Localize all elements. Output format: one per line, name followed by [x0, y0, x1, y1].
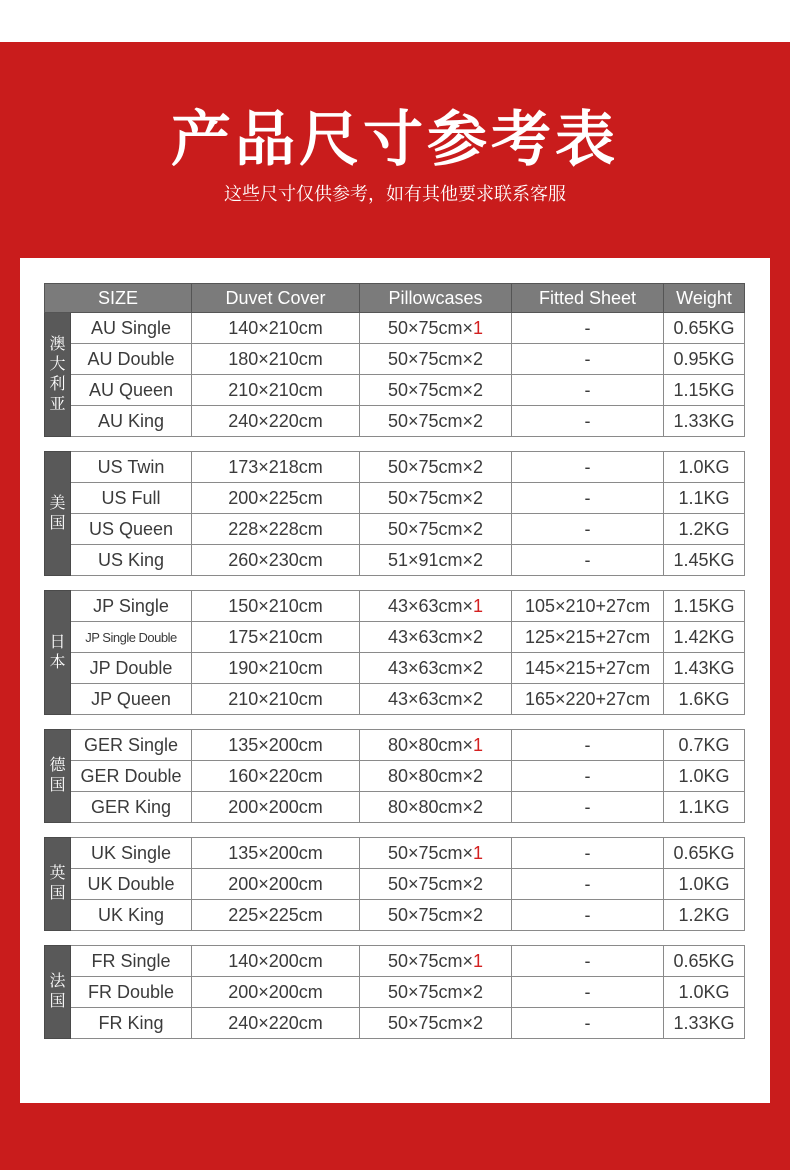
pillowcases-cell — [360, 977, 512, 1008]
fitted-sheet-cell: - — [512, 406, 664, 437]
pillowcase-quantity: 1 — [473, 595, 484, 616]
duvet-cover-cell: 135×200cm — [192, 730, 360, 761]
fitted-sheet-cell: 165×220+27cm — [512, 684, 664, 715]
group-spacer — [45, 576, 745, 591]
pillowcase-dimensions: 50×75cm× — [387, 842, 474, 863]
table-row — [45, 375, 745, 406]
duvet-cover-cell: 190×210cm — [192, 653, 360, 684]
pillowcase-quantity: 2 — [473, 487, 484, 508]
pillowcase-quantity: 2 — [473, 873, 484, 894]
pillowcase-quantity: 2 — [473, 981, 484, 1002]
size-cell: AU Queen — [71, 375, 192, 406]
duvet-cover-cell: 200×200cm — [192, 977, 360, 1008]
pillowcases-cell — [360, 1008, 512, 1039]
region-label — [45, 730, 71, 823]
region-label-text: 法国 — [49, 973, 66, 1010]
fitted-sheet-cell: 125×215+27cm — [512, 622, 664, 653]
pillowcase-dimensions: 50×75cm× — [387, 317, 474, 338]
fitted-sheet-cell: - — [512, 792, 664, 823]
duvet-cover-cell: 200×225cm — [192, 483, 360, 514]
table-body — [45, 313, 745, 1039]
pillowcase-dimensions: 43×63cm× — [387, 595, 474, 616]
pillowcases-cell — [360, 761, 512, 792]
size-cell: GER King — [71, 792, 192, 823]
weight-cell: 1.43KG — [664, 653, 745, 684]
col-header-pillowcases: Pillowcases — [360, 284, 512, 313]
pillowcases-cell — [360, 591, 512, 622]
size-cell: US King — [71, 545, 192, 576]
size-cell: JP Queen — [71, 684, 192, 715]
table-row — [45, 869, 745, 900]
group-spacer — [45, 931, 745, 946]
group-spacer-cell — [45, 931, 745, 946]
duvet-cover-cell: 260×230cm — [192, 545, 360, 576]
pillowcases-cell — [360, 344, 512, 375]
col-header-duvet-cover: Duvet Cover — [192, 284, 360, 313]
fitted-sheet-cell: 105×210+27cm — [512, 591, 664, 622]
pillowcase-dimensions: 50×75cm× — [387, 348, 474, 369]
duvet-cover-cell: 200×200cm — [192, 869, 360, 900]
weight-cell: 1.15KG — [664, 591, 745, 622]
table-row — [45, 653, 745, 684]
region-label — [45, 313, 71, 437]
fitted-sheet-cell: - — [512, 946, 664, 977]
col-header-weight: Weight — [664, 284, 745, 313]
size-cell: JP Single Double — [71, 622, 192, 653]
fitted-sheet-cell: - — [512, 545, 664, 576]
pillowcases-cell — [360, 406, 512, 437]
weight-cell: 1.0KG — [664, 761, 745, 792]
table-row — [45, 761, 745, 792]
region-label — [45, 838, 71, 931]
table-row — [45, 313, 745, 344]
weight-cell: 1.33KG — [664, 1008, 745, 1039]
pillowcase-dimensions: 50×75cm× — [387, 410, 474, 431]
pillowcases-cell — [360, 622, 512, 653]
weight-cell: 1.2KG — [664, 900, 745, 931]
size-cell: FR Single — [71, 946, 192, 977]
size-cell: GER Single — [71, 730, 192, 761]
pillowcases-cell — [360, 483, 512, 514]
pillowcase-quantity: 2 — [473, 1012, 484, 1033]
fitted-sheet-cell: - — [512, 977, 664, 1008]
weight-cell: 1.42KG — [664, 622, 745, 653]
fitted-sheet-cell: - — [512, 483, 664, 514]
pillowcase-quantity: 2 — [473, 518, 484, 539]
weight-cell: 1.6KG — [664, 684, 745, 715]
group-spacer — [45, 823, 745, 838]
size-cell: FR Double — [71, 977, 192, 1008]
pillowcase-quantity: 2 — [473, 456, 484, 477]
group-spacer — [45, 715, 745, 730]
table-row — [45, 946, 745, 977]
table-row — [45, 900, 745, 931]
weight-cell: 0.95KG — [664, 344, 745, 375]
fitted-sheet-cell: - — [512, 452, 664, 483]
page-subtitle: 这些尺寸仅供参考，如有其他要求联系客服 — [224, 184, 566, 205]
weight-cell: 0.65KG — [664, 313, 745, 344]
region-label-text: 美国 — [49, 494, 66, 532]
pillowcases-cell — [360, 792, 512, 823]
pillowcase-dimensions: 43×63cm× — [387, 626, 474, 647]
table-row — [45, 622, 745, 653]
pillowcase-dimensions: 50×75cm× — [387, 873, 474, 894]
weight-cell: 1.2KG — [664, 514, 745, 545]
weight-cell: 1.1KG — [664, 483, 745, 514]
group-spacer-cell — [45, 437, 745, 452]
group-spacer-cell — [45, 823, 745, 838]
pillowcase-dimensions: 50×75cm× — [387, 1012, 474, 1033]
pillowcases-cell — [360, 313, 512, 344]
size-cell: FR King — [71, 1008, 192, 1039]
group-spacer-cell — [45, 576, 745, 591]
pillowcase-dimensions: 43×63cm× — [387, 657, 474, 678]
table-row — [45, 545, 745, 576]
pillowcase-dimensions: 50×75cm× — [387, 518, 474, 539]
pillowcase-quantity: 1 — [473, 842, 484, 863]
table-row — [45, 406, 745, 437]
fitted-sheet-cell: - — [512, 375, 664, 406]
fitted-sheet-cell: - — [512, 313, 664, 344]
pillowcase-quantity: 2 — [473, 410, 484, 431]
pillowcase-dimensions: 50×75cm× — [387, 487, 474, 508]
fitted-sheet-cell: - — [512, 730, 664, 761]
weight-cell: 1.0KG — [664, 977, 745, 1008]
weight-cell: 1.0KG — [664, 452, 745, 483]
weight-cell: 1.15KG — [664, 375, 745, 406]
size-cell: AU Single — [71, 313, 192, 344]
duvet-cover-cell: 225×225cm — [192, 900, 360, 931]
pillowcase-dimensions: 51×91cm× — [387, 549, 474, 570]
region-label-text: 澳大利亚 — [49, 335, 66, 413]
size-cell: US Twin — [71, 452, 192, 483]
pillowcases-cell — [360, 452, 512, 483]
pillowcase-dimensions: 80×80cm× — [387, 765, 474, 786]
pillowcase-quantity: 2 — [473, 626, 484, 647]
fitted-sheet-cell: - — [512, 514, 664, 545]
region-label-text: 日本 — [49, 633, 66, 671]
size-cell: UK King — [71, 900, 192, 931]
table-row — [45, 591, 745, 622]
table-row — [45, 344, 745, 375]
duvet-cover-cell: 200×200cm — [192, 792, 360, 823]
pillowcase-quantity: 2 — [473, 688, 484, 709]
duvet-cover-cell: 240×220cm — [192, 1008, 360, 1039]
duvet-cover-cell: 210×210cm — [192, 375, 360, 406]
col-header-fitted-sheet: Fitted Sheet — [512, 284, 664, 313]
pillowcases-cell — [360, 869, 512, 900]
size-chart-table — [44, 283, 745, 1039]
pillowcase-quantity: 2 — [473, 765, 484, 786]
duvet-cover-cell: 175×210cm — [192, 622, 360, 653]
table-header — [45, 284, 745, 313]
pillowcases-cell — [360, 946, 512, 977]
pillowcase-quantity: 2 — [473, 549, 484, 570]
size-cell: UK Single — [71, 838, 192, 869]
pillowcase-dimensions: 50×75cm× — [387, 379, 474, 400]
pillowcase-dimensions: 80×80cm× — [387, 796, 474, 817]
pillowcase-dimensions: 50×75cm× — [387, 950, 474, 971]
duvet-cover-cell: 160×220cm — [192, 761, 360, 792]
weight-cell: 1.1KG — [664, 792, 745, 823]
pillowcase-quantity: 1 — [473, 317, 484, 338]
table-row — [45, 730, 745, 761]
pillowcase-quantity: 2 — [473, 348, 484, 369]
table-row — [45, 838, 745, 869]
fitted-sheet-cell: - — [512, 344, 664, 375]
weight-cell: 1.45KG — [664, 545, 745, 576]
pillowcase-dimensions: 50×75cm× — [387, 904, 474, 925]
weight-cell: 0.65KG — [664, 946, 745, 977]
size-chart-panel — [20, 258, 770, 1103]
pillowcase-quantity: 1 — [473, 734, 484, 755]
weight-cell: 0.7KG — [664, 730, 745, 761]
table-row — [45, 483, 745, 514]
pillowcase-quantity: 2 — [473, 657, 484, 678]
duvet-cover-cell: 240×220cm — [192, 406, 360, 437]
pillowcases-cell — [360, 375, 512, 406]
pillowcase-dimensions: 50×75cm× — [387, 456, 474, 477]
duvet-cover-cell: 140×210cm — [192, 313, 360, 344]
duvet-cover-cell: 135×200cm — [192, 838, 360, 869]
region-label — [45, 591, 71, 715]
group-spacer — [45, 437, 745, 452]
region-label-text: 英国 — [49, 865, 66, 902]
size-cell: US Queen — [71, 514, 192, 545]
weight-cell: 1.0KG — [664, 869, 745, 900]
duvet-cover-cell: 140×200cm — [192, 946, 360, 977]
fitted-sheet-cell: 145×215+27cm — [512, 653, 664, 684]
pillowcase-dimensions: 43×63cm× — [387, 688, 474, 709]
pillowcases-cell — [360, 838, 512, 869]
pillowcase-quantity: 2 — [473, 379, 484, 400]
size-cell: JP Single — [71, 591, 192, 622]
page-title: 产品尺寸参考表 — [171, 105, 619, 175]
duvet-cover-cell: 210×210cm — [192, 684, 360, 715]
size-cell: US Full — [71, 483, 192, 514]
col-header-size: SIZE — [45, 284, 192, 313]
duvet-cover-cell: 180×210cm — [192, 344, 360, 375]
group-spacer-cell — [45, 715, 745, 730]
pillowcase-dimensions: 80×80cm× — [387, 734, 474, 755]
pillowcases-cell — [360, 730, 512, 761]
pillowcase-dimensions: 50×75cm× — [387, 981, 474, 1002]
size-cell: GER Double — [71, 761, 192, 792]
pillowcase-quantity: 1 — [473, 950, 484, 971]
duvet-cover-cell: 150×210cm — [192, 591, 360, 622]
pillowcases-cell — [360, 684, 512, 715]
weight-cell: 1.33KG — [664, 406, 745, 437]
region-label — [45, 452, 71, 576]
region-label-text: 德国 — [49, 757, 66, 794]
duvet-cover-cell: 173×218cm — [192, 452, 360, 483]
table-row — [45, 684, 745, 715]
size-cell: AU Double — [71, 344, 192, 375]
size-cell: AU King — [71, 406, 192, 437]
pillowcases-cell — [360, 514, 512, 545]
table-row — [45, 977, 745, 1008]
table-row — [45, 792, 745, 823]
duvet-cover-cell: 228×228cm — [192, 514, 360, 545]
region-label — [45, 946, 71, 1039]
fitted-sheet-cell: - — [512, 838, 664, 869]
size-cell: UK Double — [71, 869, 192, 900]
size-chart-container — [44, 283, 744, 1039]
table-row — [45, 514, 745, 545]
header-row — [45, 284, 745, 313]
pillowcase-quantity: 2 — [473, 904, 484, 925]
table-row — [45, 1008, 745, 1039]
fitted-sheet-cell: - — [512, 900, 664, 931]
fitted-sheet-cell: - — [512, 761, 664, 792]
pillowcase-quantity: 2 — [473, 796, 484, 817]
fitted-sheet-cell: - — [512, 869, 664, 900]
weight-cell: 0.65KG — [664, 838, 745, 869]
pillowcases-cell — [360, 545, 512, 576]
pillowcases-cell — [360, 900, 512, 931]
pillowcases-cell — [360, 653, 512, 684]
table-row — [45, 452, 745, 483]
size-cell: JP Double — [71, 653, 192, 684]
fitted-sheet-cell: - — [512, 1008, 664, 1039]
